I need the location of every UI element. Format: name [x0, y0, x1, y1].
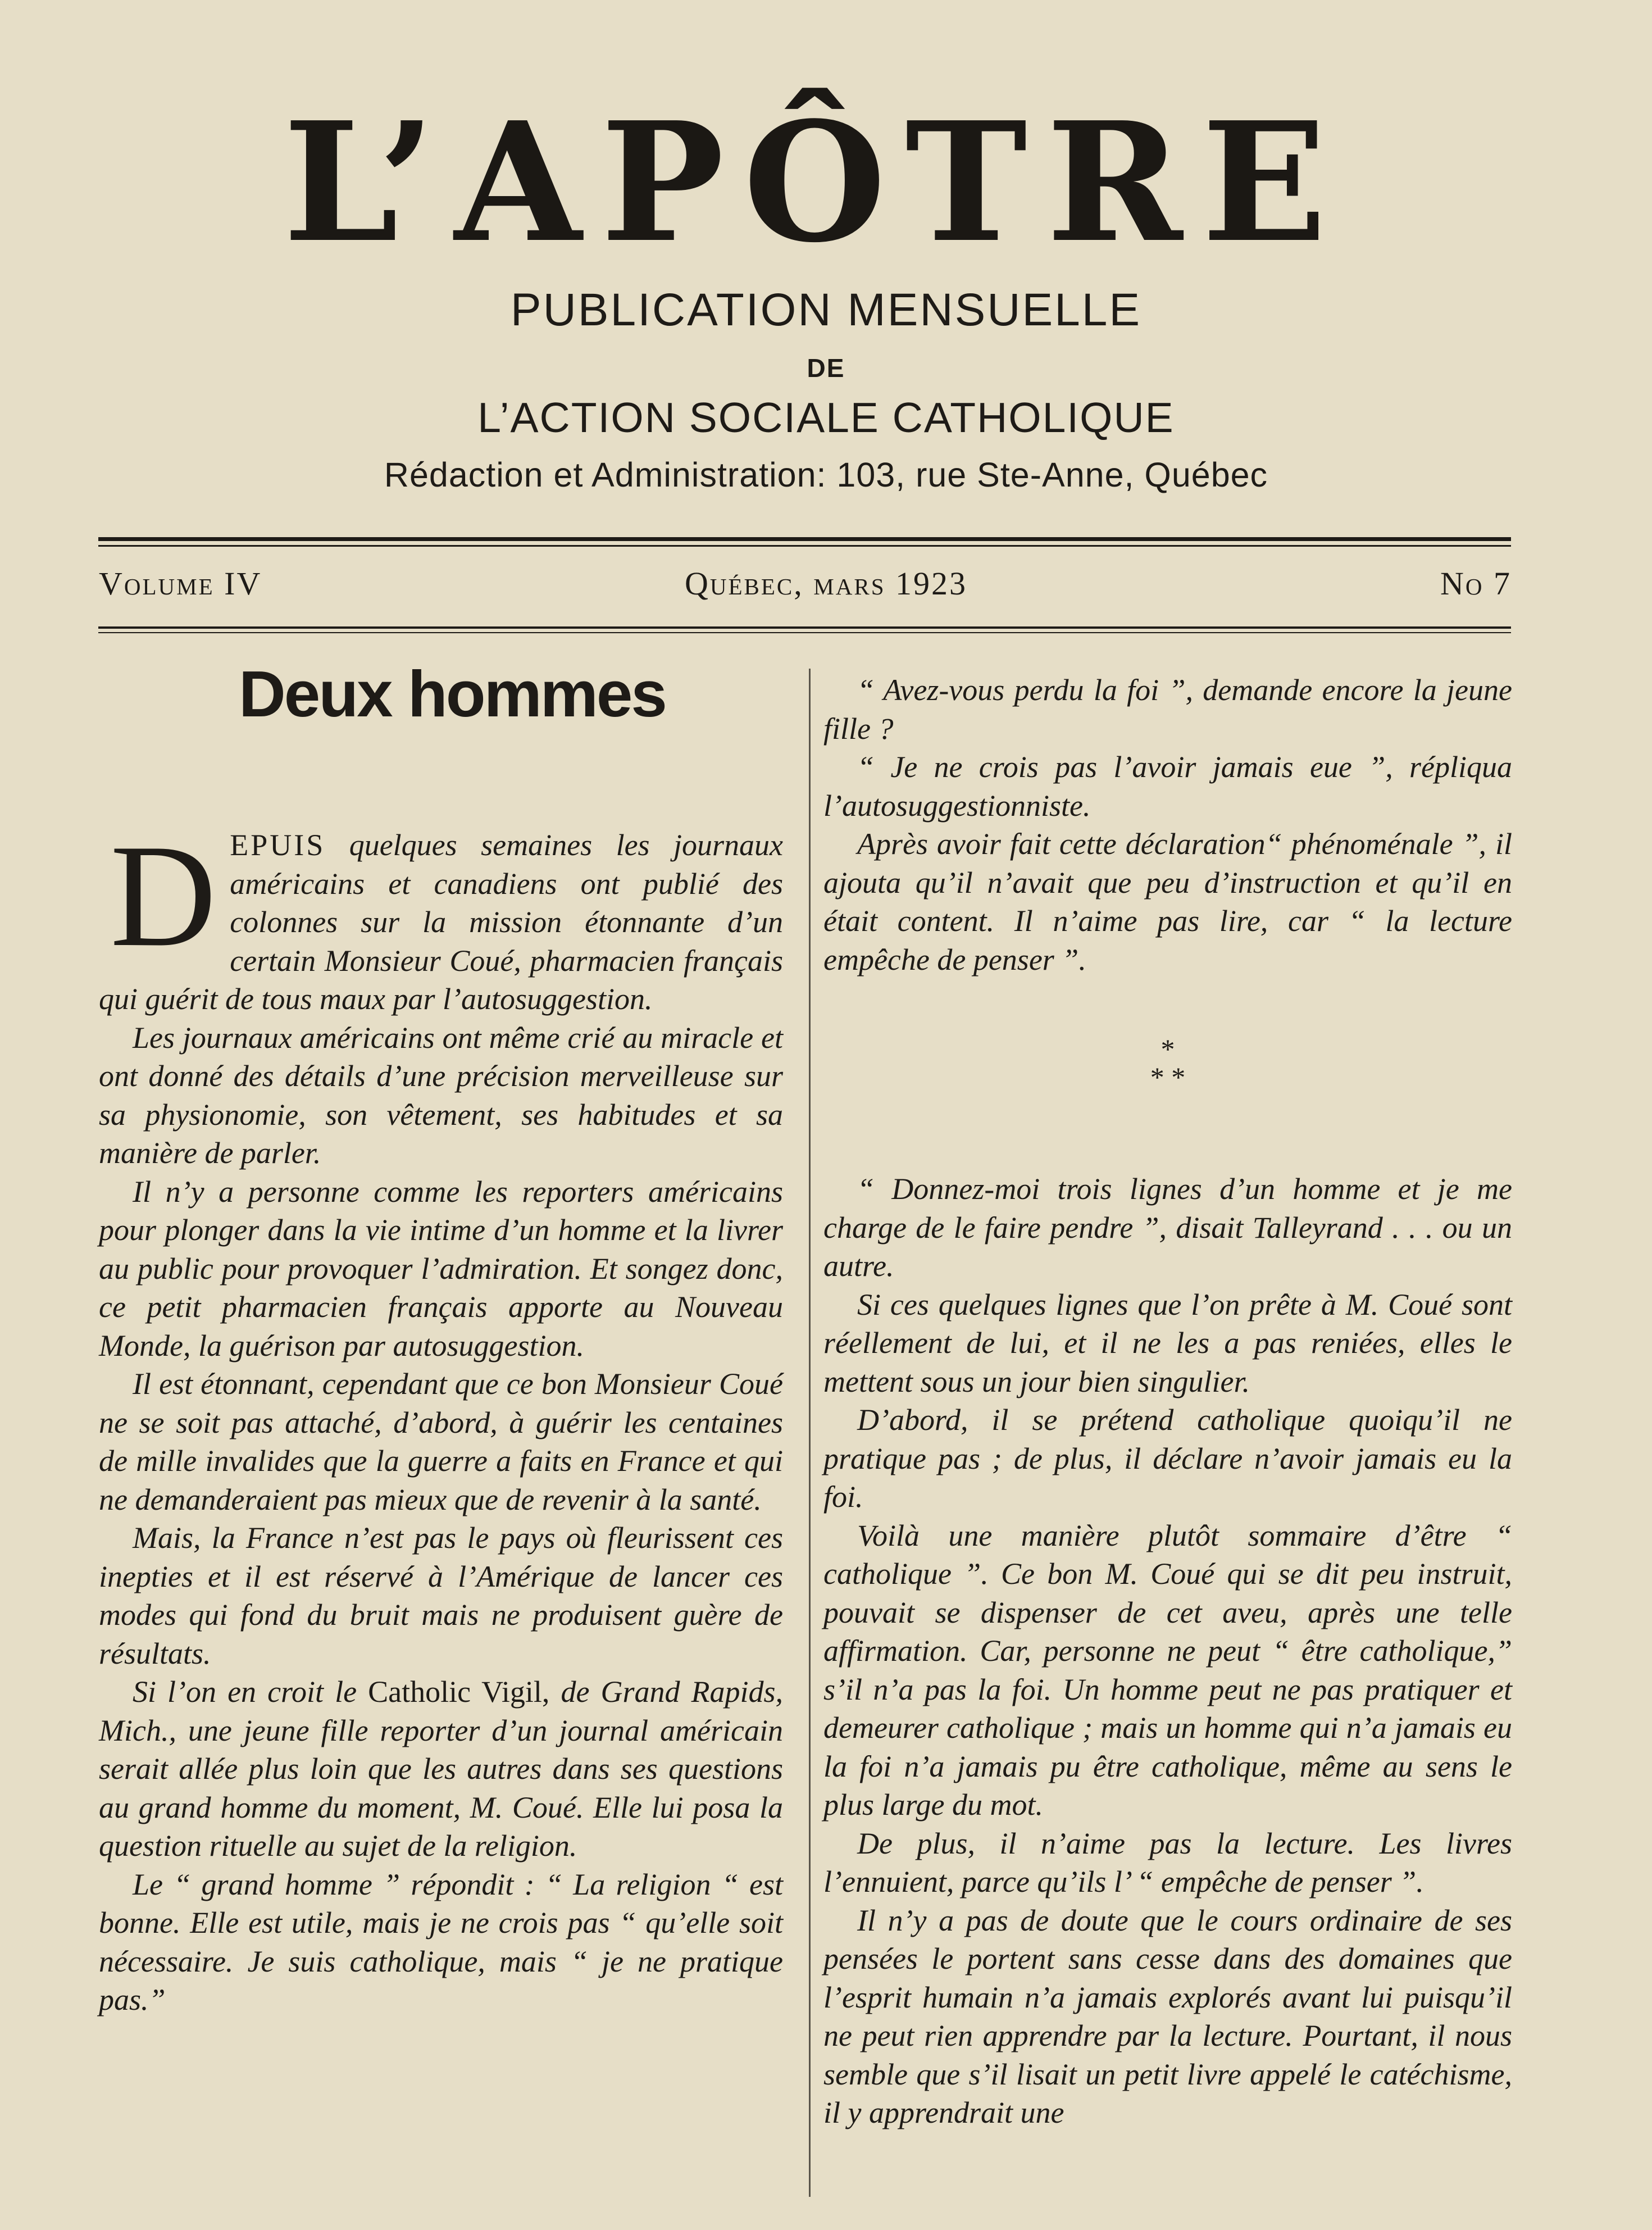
article-paragraph — [99, 814, 783, 1019]
issue-volume: Volume IV — [99, 565, 262, 602]
issue-rule-thick — [98, 626, 1511, 629]
article-column-right — [823, 671, 1512, 2132]
issue-rule-thin — [98, 632, 1511, 633]
section-break-asterisks — [823, 1035, 1512, 1170]
article-paragraph: Il est étonnant, cependant que ce bon Monsieur Coué ne se soit pas attaché, d’abord, à guérir les centaines de mille invalides que la guerre a faits en France et qui ne demanderaient pas mieux que de revenir à la santé. — [99, 1367, 783, 1516]
article-paragraph: Après avoir fait cette déclaration“ phénoménale ”, il ajouta qu’il n’avait que peu d’instruction et qu’il en était content. Il n’aime pas lire, car “ la lecture empêche de penser ”. — [823, 827, 1512, 977]
asterisk-bottom: * * — [1150, 1061, 1186, 1093]
column-separator — [809, 669, 811, 2197]
issue-number: No 7 — [1440, 565, 1512, 602]
publication-subtitle: PUBLICATION MENSUELLE — [510, 284, 1142, 335]
issue-date: Québec, mars 1923 — [685, 565, 967, 602]
article-paragraph: “ Donnez-moi trois lignes d’un homme et je me charge de le faire pendre ”, disait Talleyrand . . . ou un autre. — [823, 1172, 1512, 1283]
article-paragraph — [99, 1673, 783, 1865]
publisher-organization: L’ACTION SOCIALE CATHOLIQUE — [477, 394, 1175, 441]
drop-cap: D — [110, 814, 217, 977]
article-paragraph: Si ces quelques lignes que l’on prête à M. Coué sont réellement de lui, et il ne les a pas reniées, elles le mettent sous un jour bien singulier. — [823, 1287, 1512, 1398]
article-heading: Deux hommes — [239, 657, 666, 730]
article-paragraph: De plus, il n’aime pas la lecture. Les livres l’ennuient, parce qu’ils l’ “ empêche de penser ”. — [823, 1826, 1512, 1899]
article-paragraph: D’abord, il se prétend catholique quoiqu’il ne pratique pas ; de plus, il déclare n’avoir jamais eu la foi. — [823, 1403, 1512, 1514]
paragraph-text: quelques semaines les journaux américains et canadiens ont publié des colonnes sur la mission étonnante d’un certain Monsieur Coué, pharmacien français qui guérit de tous maux par l’autosuggestion. — [99, 828, 783, 1016]
paragraph-text: de Grand Rapids, Mich., une jeune fille reporter d’un journal américain serait allée plus loin que les autres dans ses questions au grand homme du moment, M. Coué. Elle lui posa la question rituelle au sujet de la religion. — [99, 1675, 784, 1863]
masthead-rule-thick — [98, 537, 1511, 541]
article-paragraph: Il n’y a pas de doute que le cours ordinaire de ses pensées le portent sans cesse dans des domaines que l’esprit humain n’a jamais explorés avant lui puisqu’il ne peut rien apprendre par la lecture. Pourtant, il nous semble que s’il lisait un petit livre appelé le catéchisme, il y apprendrait une — [823, 1903, 1512, 2129]
article-paragraph: “ Avez-vous perdu la foi ”, demande encore la jeune fille ? — [823, 673, 1512, 746]
source-name: Catholic Vigil, — [368, 1675, 550, 1709]
lead-word: EPUIS — [230, 828, 326, 862]
masthead-rule-thin — [98, 545, 1511, 547]
article-paragraph: Mais, la France n’est pas le pays où fleurissent ces inepties et il est réservé à l’Amérique de lancer ces modes qui fond du bruit mais ne produisent guère de résultats. — [99, 1521, 783, 1670]
asterisk-top: * — [1161, 1033, 1175, 1065]
article-paragraph: “ Je ne crois pas l’avoir jamais eue ”, répliqua l’autosuggestionniste. — [823, 750, 1512, 823]
paragraph-text: Si l’on en croit le — [133, 1675, 368, 1709]
publication-title: L’APÔTRE — [283, 86, 1346, 279]
article-paragraph: Il n’y a personne comme les reporters américains pour plonger dans la vie intime d’un homme et la livrer au public pour provoquer l’admiration. Et songez donc, ce petit pharmacien français apporte au Nouveau Monde, la guérison par autosuggestion. — [99, 1174, 783, 1362]
publisher-address: Rédaction et Administration: 103, rue Ste-Anne, Québec — [384, 456, 1268, 494]
article-paragraph: Voilà une manière plutôt sommaire d’être “ catholique ”. Ce bon M. Coué qui se dit peu instruit, pouvait se dispenser de cet aveu, après une telle affirmation. Car, personne ne peut “ être catholique,” s’il n’a pas la foi. Un homme peut ne pas pratiquer et demeurer catholique ; mais un homme qui n’a jamais eu la foi n’a jamais pu être catholique, même au sens le plus large du mot. — [823, 1518, 1512, 1822]
article-paragraph: Les journaux américains ont même crié au miracle et ont donné des détails d’une précision merveilleuse sur sa physionomie, son vêtement, ses habitudes et sa manière de parler. — [99, 1020, 783, 1170]
article-column-left — [99, 652, 783, 2019]
publication-de: DE — [807, 353, 845, 383]
article-paragraph: Le “ grand homme ” répondit : “ La religion “ est bonne. Elle est utile, mais je ne crois pas “ qu’elle soit nécessaire. Je suis catholique, mais “ je ne pratique pas.” — [99, 1867, 783, 2016]
